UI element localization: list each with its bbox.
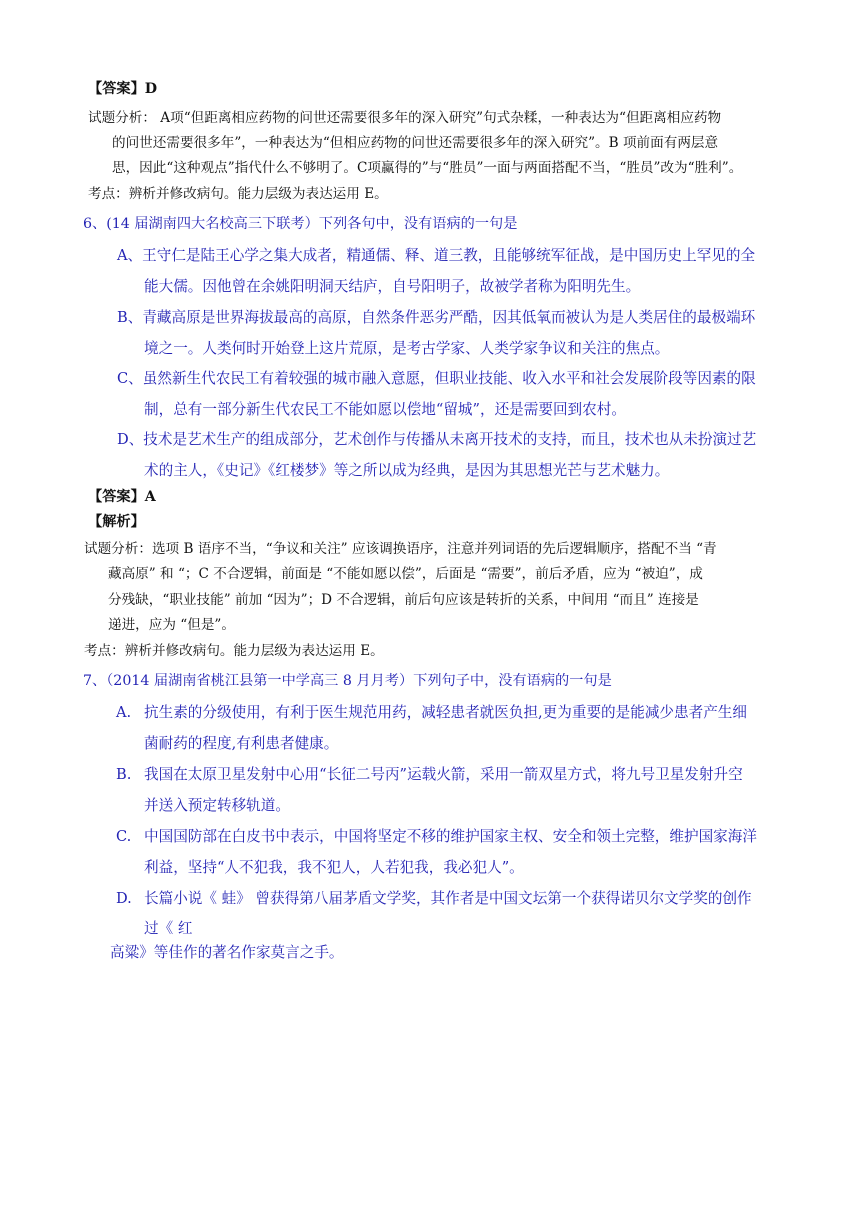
q6-option-d-line2: 术的主人，《史记》《红楼梦》等之所以成为经典，是因为其思想光芒与艺术魅力。 <box>144 462 670 479</box>
q6-option-a-line2: 能大儒。因他曾在余姚阳明洞天结庐，自号阳明子，故被学者称为阳明先生。 <box>144 278 641 295</box>
q6-option-b-line2: 境之一。人类何时开始登上这片荒原，是考古学家、人类学家争议和关注的焦点。 <box>144 340 670 357</box>
q7-option-b-letter: B. <box>116 766 132 783</box>
kaodian-line: 考点：辨析并修改病句。能力层级为表达运用 E。 <box>88 186 388 202</box>
kaodian-line: 考点：辨析并修改病句。能力层级为表达运用 E。 <box>84 643 384 659</box>
q6-option-c-line2: 制，总有一部分新生代农民工不能如愿以偿地“留城”，还是需要回到农村。 <box>144 401 626 418</box>
q6-option-d-line1: D、技术是艺术生产的组成部分，艺术创作与传播从未离开技术的支持，而且，技术也从未扮演过艺 <box>117 431 757 448</box>
q7-option-a-line1: 抗生素的分级使用，有利于医生规范用药，减轻患者就医负担,更为重要的是能减少患者产生细 <box>144 704 747 721</box>
q7-option-c-line1: 中国国防部在白皮书中表示，中国将坚定不移的维护国家主权、安全和领土完整，维护国家海洋 <box>144 828 757 845</box>
analysis-line: 的问世还需要很多年”，一种表达为“但相应药物的问世还需要很多年的深入研究”。B 项前面有两层意 <box>112 135 719 151</box>
analysis-line: 思，因此“这种观点”指代什么不够明了。C项赢得的”与“胜员”一面与两面搭配不当，“胜员”改为“胜利”。 <box>112 160 743 176</box>
analysis-line: 试题分析：选项 B 语序不当，“争议和关注” 应该调换语序，注意并列词语的先后逻辑顺序，搭配不当 “青 <box>84 541 717 557</box>
analysis-line: 分残缺，“职业技能” 前加 “因为”；D 不合逻辑，前后句应该是转折的关系，中间用 “而且” 连接是 <box>108 592 699 608</box>
q6-option-c-line1: C、虽然新生代农民工有着较强的城市融入意愿，但职业技能、收入水平和社会发展阶段等因素的限 <box>117 370 756 387</box>
q7-option-a-letter: A. <box>116 704 132 721</box>
answer-label: 【答案】A <box>88 489 156 505</box>
analysis-line: 递进，应为 “但是”。 <box>108 617 235 633</box>
analysis-line: 藏高原” 和 “；C 不合逻辑，前面是 “不能如愿以偿”，后面是 “需要”，前后矛盾，应为 “被迫”，成 <box>108 566 703 582</box>
q7-option-b-line1: 我国在太原卫星发射中心用“长征二号丙”运载火箭，采用一箭双星方式，将九号卫星发射升空 <box>144 766 743 783</box>
question-6-stem: 6、(14 届湖南四大名校高三下联考）下列各句中，没有语病的一句是 <box>83 216 518 232</box>
q7-option-c-line2: 利益，坚持“人不犯我，我不犯人，人若犯我，我必犯人”。 <box>144 859 524 876</box>
jiexi-label: 【解析】 <box>88 514 145 530</box>
answer-label: 【答案】D <box>88 81 158 97</box>
q6-option-a-line1: A、王守仁是陆王心学之集大成者，精通儒、释、道三教，且能够统军征战，是中国历史上罕见的全 <box>117 247 756 264</box>
q6-option-b-line1: B、青藏高原是世界海拔最高的高原，自然条件恶劣严酷，因其低氧而被认为是人类居住的最极端环 <box>117 309 756 326</box>
q7-option-d-tail: 高粱》等佳作的著名作家莫言之手。 <box>110 944 344 961</box>
analysis-line: 试题分析： A项“但距离相应药物的问世还需要很多年的深入研究”句式杂糅，一种表达为“但距离相应药物 <box>88 110 722 126</box>
q7-option-c-letter: C. <box>116 828 132 845</box>
q7-option-d-line1: 长篇小说《 蛙》 曾获得第八届茅盾文学奖，其作者是中国文坛第一个获得诺贝尔文学奖的创作 <box>144 890 752 907</box>
q7-option-b-line2: 并送入预定转移轨道。 <box>144 797 290 814</box>
q7-option-a-line2: 菌耐药的程度,有利患者健康。 <box>144 735 339 752</box>
q7-option-d-line2: 过《 红 <box>144 920 193 937</box>
q7-option-d-letter: D. <box>116 890 132 907</box>
question-7-stem: 7、（2014 届湖南省桃江县第一中学高三 8 月月考）下列句子中，没有语病的一句是 <box>83 673 612 689</box>
